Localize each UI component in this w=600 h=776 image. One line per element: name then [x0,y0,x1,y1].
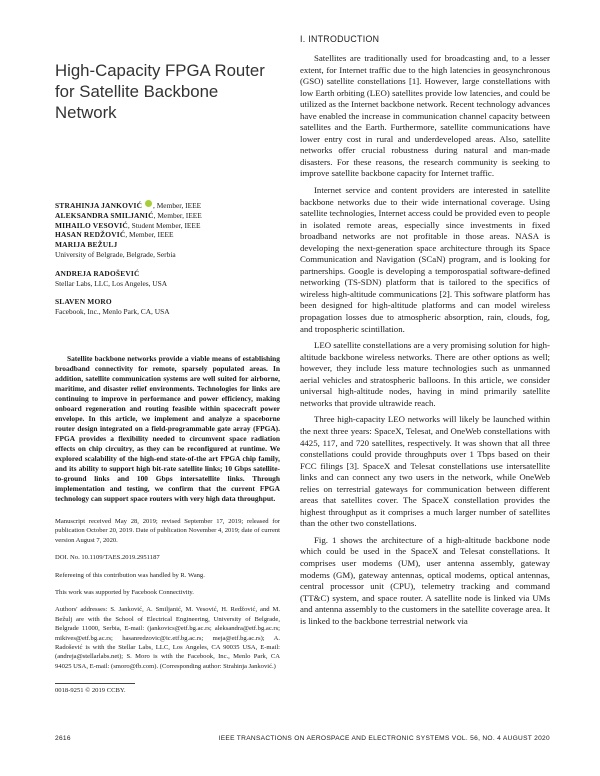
body-paragraph: Three high-capacity LEO networks will likely be launched within the next three years: SpaceX, Telesat, and OneWeb constellations with 4425, 117, and 720 satellites, respectively. It was shown that all three constellations could provide throughputs over 1 Tbps based on their FCC filings [3]. SpaceX and Telesat constellations use intersatellite links and can connect any two users in the network, while OneWeb relies on terrestrial gateways for communication between different areas that satellites cover. The SpaceX constellation provides the highest throughput as it comprises a much larger number of satellites than the other two constellations. [300,414,550,529]
author-line [55,221,280,231]
footnote-support: This work was supported by Facebook Connectivity. [55,589,194,597]
author-line [55,211,280,221]
author-line [55,200,280,211]
affiliation: Facebook, Inc., Menlo Park, CA, USA [55,307,170,317]
author-name: ALEKSANDRA SMILJANIĆ [55,210,154,220]
author-role: , Member, IEEE [153,210,202,220]
author-line [55,240,280,250]
right-column [300,34,550,632]
author-role: , Member, IEEE [125,230,174,240]
footnote-refereeing: Refereeing of this contribution was handled by R. Wang. [55,571,205,579]
author-name: STRAHINJA JANKOVIĆ [55,201,143,210]
author-role: , Member, IEEE [153,201,202,210]
page-number: 2616 [55,735,71,742]
affiliation: Stellar Labs, LLC, Los Angeles, USA [55,278,168,288]
affiliation: University of Belgrade, Belgrade, Serbia [55,249,176,259]
author-name: MIHAILO VESOVIĆ [55,220,128,230]
body-paragraph: LEO satellite constellations are a very promising solution for high-altitude backbone wireless networks. There are other options as well; however, they include less mature technologies such as unmanned aerial vehicles and stratospheric balloons. In this article, we consider universal high-altitude nodes, having in mind primarily satellite networks that provide ultrawide reach. [300,340,550,408]
body-paragraph: Fig. 1 shows the architecture of a high-altitude backbone node which could be used in the SpaceX and Telesat constellations. It comprises user modems (UM), user antenna assembly, gateway modems (GM), gateway antennas, optical modems, optical antennas, central processor unit (CPU), telemetry tracking and command (TT&C) system, and space router. A satellite node is linked via UMs and antenna assembly to the customers in the satellite coverage area. It is linked to the backbone terrestrial network via [300,534,550,626]
author-line [55,230,280,240]
page-footer [55,735,550,747]
journal-info: IEEE TRANSACTIONS ON AEROSPACE AND ELECTRONIC SYSTEMS VOL. 56, NO. 4 AUGUST 2020 [218,735,550,742]
left-column [55,60,280,511]
orcid-icon[interactable] [145,200,152,207]
section-heading: I. INTRODUCTION [300,34,380,44]
author-role: , Student Member, IEEE [127,220,201,230]
author-name: MARIJA BEŽULJ [55,240,118,250]
footnotes [55,517,280,704]
author-name: ANDREJA RADOŠEVIĆ [55,268,140,278]
abstract: Satellite backbone networks provide a viable means of establishing broadband connectivity for remote, sparsely populated areas. In addition, satellite communication systems are well suited for airborne, maritime, and disaster relief environments. Technologies for links are continuing to improve in performance and power efficiency, making onboard regeneration and routing feasible within spacecraft power envelope. In this article, we implement and analyze a spaceborne router design integrated on a field-programmable gate array (FPGA). FPGA provides a flexibility needed to circumvent space radiation effects on chip circuitry, as they can be reconfigured at runtime. We explored scalability of the high-end state-of-the art FPGA chip family, and its ability to support high bit-rate satellite links; 10 Gbps satellite-to-ground links and 100 Gbps intersatellite links. Through implementation and testing, we confirm that the current FPGA technology can support space routers with very high data throughput. [55,353,280,503]
body-paragraph: Internet service and content providers are interested in satellite backbone networks due to their wide international coverage. Using satellite technologies, Internet access could be provided even to people in isolated remote areas, especially since investments in fixed broadband networks are not profitable in those areas. NASA is developing the next-generation space architecture through its Space Communication and Navigation (SCaN) program, and is looking for partnerships. Google is developing a temporospatial software-defined networking (TS-SDN) platform that is tailored to the specifics of wireless high-altitude communications [2]. This software platform has been designed for high-altitude platforms and can model wireless propagation losses due to atmospheric absorption, rain, clouds, fog, and tropospheric scintillation. [300,185,550,334]
footnote-doi: DOI. No. 10.1109/TAES.2019.2951187 [55,554,160,562]
footnote-copyright: 0018-9251 © 2019 CCBY. [55,683,135,695]
body-paragraph: Satellites are traditionally used for broadcasting and, to a lesser extent, for Internet traffic due to the high latencies in geosynchronous (GSO) satellite constellations [1]. However, large constellations with low Earth orbiting (LEO) satellites provide low latencies, and could be utilized as the Internet backbone network. Recent technology advances have enabled the increase in communication channel capacity between satellites and the Earth. Furthermore, satellite communications have lower entry cost in rural and underdeveloped areas. Also, satellite networks offer crucial robustness during natural and man-made disasters. For these reasons, the research community is seeking to improve satellite backbone capacity for Internet traffic. [300,53,550,179]
author-group-facebook [55,297,280,317]
footnote-received: Manuscript received May 28, 2019; revised September 17, 2019; released for publication October 20, 2019. Date of publication November 4, 2019; date of current version August 7, 2020. [55,518,280,544]
paper-title: High-Capacity FPGA Router for Satellite Backbone Network [55,61,265,122]
footnote-addresses: Authors' addresses: S. Janković, A. Smiljanić, M. Vesović, H. Redžović, and M. Bežulj are with the School of Electrical Engineering, University of Belgrade, Belgrade 11000, Serbia, E-mail: (jankovics@etf.bg.ac.rs; aleksandra@etf.bg.ac.rs; mikives@etf.bg.ac.rs; hasanredzovic@ic.etf.bg.ac.rs; meja@etf.bg.ac.rs); A. Radošević is with the Stellar Labs, LLC, Los Angeles, CA 90035 USA, E-mail: (andreja@stellarlabs.net); S. Moro is with the Facebook, Inc., Menlo Park, CA 94025 USA, E-mail: (smoro@fb.com). (Corresponding author: Strahinja Janković.) [55,606,280,670]
author-name: HASAN REDŽOVIĆ [55,230,126,240]
author-group-belgrade [55,200,280,260]
author-group-stellar [55,269,280,289]
author-name: SLAVEN MORO [55,297,112,307]
